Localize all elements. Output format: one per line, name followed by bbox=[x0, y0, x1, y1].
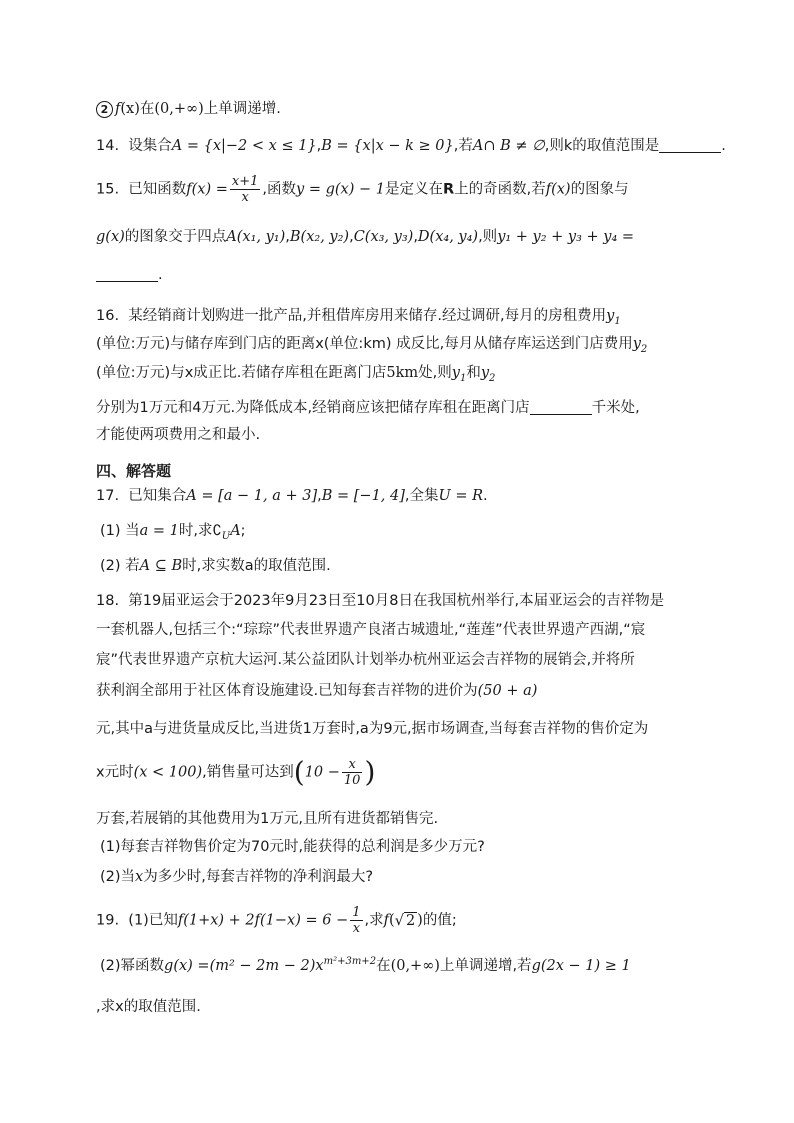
question-17: 17. 已知集合A = [a − 1, a + 3],B = [−1, 4],全集U = R. bbox=[96, 488, 488, 504]
question-14: 14. 设集合A = {x|−2 < x ≤ 1},B = {x|x − k ≥ 0},若A∩ B ≠ ∅,则k的取值范围是 . bbox=[96, 138, 726, 154]
question-18-line-6: x元时(x < 100),销售量可达到(10 − $\frac{x}{10}$ ) bbox=[96, 755, 376, 789]
question-18-line-5: 元,其中a与进货量成反比,当进货1万套时,a为9元,据市场调查,当每套吉祥物的售价定为 bbox=[96, 721, 649, 737]
question-19-line-3: ,求x的取值范围. bbox=[96, 999, 201, 1015]
answer-blank[interactable] bbox=[530, 398, 592, 415]
question-18-part-2: (2)当x为多少时,每套吉祥物的净利润最大? bbox=[100, 869, 374, 885]
question-18-line-4: 获利润全部用于社区体育设施建设.已知每套吉祥物的进价为(50 + a) bbox=[96, 683, 538, 699]
question-15-line-3: . bbox=[96, 264, 698, 286]
square-root: √ 2 bbox=[394, 912, 416, 929]
question-17-part-2: (2) 若A ⊆ B时,求实数a的取值范围. bbox=[100, 558, 331, 574]
statement-item-2: 2 f(x)在(0,+∞)上单调递增. bbox=[96, 98, 698, 120]
question-18-line-2: 一套机器人,包括三个:“琮琮”代表世界遗产良渚古城遗址,“莲莲”代表世界遗产西湖,“宸 bbox=[96, 622, 646, 638]
question-18-part-1: (1)每套吉祥物售价定为70元时,能获得的总利润是多少万元? bbox=[100, 839, 485, 855]
question-16: 16. 某经销商计划购进一批产品,并租借库房用来储存.经过调研,每月的房租费用$y_1$ bbox=[96, 308, 621, 327]
question-19: 19. (1)已知f(1+x) + 2f(1−x) = 6 − $\frac{1}{x}$ ,求f(√ 2 )的值; bbox=[96, 905, 457, 936]
question-19-part-2: (2)幂函数$g(x) =(m^2 - 2m - 2)x^{m^2+3m+2}$在(0,+∞)上单调递增,若g(2x − 1) ≥ 1 bbox=[100, 956, 631, 974]
question-17-part-1: (1) 当a = 1时,求$∁_UA$; bbox=[100, 523, 246, 542]
question-15: 15. 已知函数f(x) = $\frac{x+1}{x}$ ,函数y = g(x) − 1是定义在R上的奇函数,若f(x)的图象与 bbox=[96, 174, 629, 205]
question-18: 18. 第19届亚运会于2023年9月23日至10月8日在我国杭州举行,本届亚运会的吉祥物是 bbox=[96, 593, 665, 609]
answer-blank[interactable] bbox=[659, 136, 721, 153]
circled-number-icon: 2 bbox=[96, 101, 113, 118]
section-heading: 四、解答题 bbox=[96, 462, 172, 480]
question-16-line-5: 才能使两项费用之和最小. bbox=[96, 427, 261, 443]
fraction: $\frac{x+1}{x}$ bbox=[231, 174, 259, 205]
question-16-line-4: 分别为1万元和4万元.为降低成本,经销商应该把储存库租在距离门店 千米处, bbox=[96, 400, 640, 416]
answer-blank[interactable] bbox=[96, 265, 158, 282]
question-16-line-2: (单位:万元)与储存库到门店的距离x(单位:km) 成反比,每月从储存库运送到门店费用$y_2$ bbox=[96, 336, 648, 355]
question-18-line-3: 宸”代表世界遗产京杭大运河.某公益团队计划举办杭州亚运会吉祥物的展销会,并将所 bbox=[96, 652, 635, 668]
fraction: $\frac{x}{10}$ bbox=[343, 757, 361, 788]
question-16-line-3: (单位:万元)与x成正比.若储存库租在距离门店5km处,则$y_1$和$y_2$ bbox=[96, 365, 496, 384]
fraction: $\frac{1}{x}$ bbox=[352, 905, 361, 936]
question-15-line-2: g(x)的图象交于四点A(x₁, y₁),B(x₂, y₂),C(x₃, y₃),D(x₄, y₄),则y₁ + y₂ + y₃ + y₄ = bbox=[96, 229, 635, 245]
question-18-line-7: 万套,若展销的其他费用为1万元,且所有进货都销售完. bbox=[96, 811, 439, 827]
